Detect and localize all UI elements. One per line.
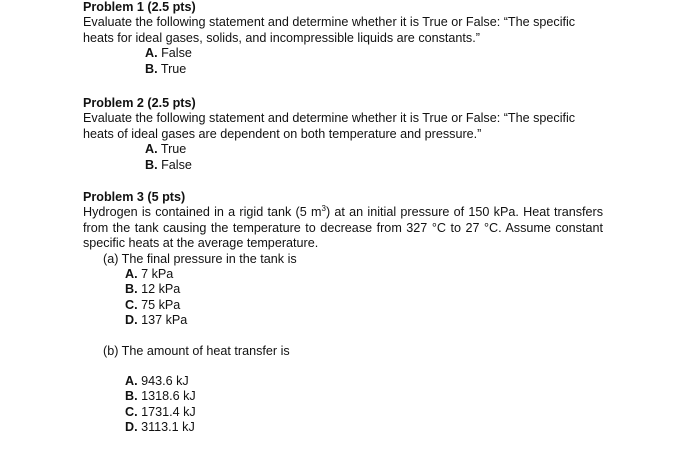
option-letter: B. bbox=[145, 157, 158, 172]
problem-1 bbox=[83, 0, 603, 77]
superscript-3: 3 bbox=[321, 204, 326, 214]
problem-3-title: Problem 3 (5 pts) bbox=[83, 190, 186, 204]
problem-2-title: Problem 2 (2.5 pts) bbox=[83, 96, 196, 110]
problem-1-title: Problem 1 (2.5 pts) bbox=[83, 0, 196, 14]
problem-1-option-a[interactable] bbox=[145, 46, 603, 61]
option-text: 3113.1 kJ bbox=[141, 420, 195, 435]
option-text: 1318.6 kJ bbox=[141, 389, 196, 404]
problem-3-statement bbox=[83, 205, 603, 251]
part-b-option-c[interactable] bbox=[125, 405, 603, 420]
option-letter: B. bbox=[125, 389, 138, 404]
part-a-option-a[interactable] bbox=[125, 267, 603, 282]
problem-2-option-b[interactable] bbox=[145, 158, 603, 173]
problem-3-part-b-question: (b) The amount of heat transfer is bbox=[103, 343, 290, 358]
part-b-option-a[interactable] bbox=[125, 374, 603, 389]
option-text: 1731.4 kJ bbox=[141, 404, 196, 419]
option-text: 7 kPa bbox=[141, 267, 174, 282]
option-text: False bbox=[161, 157, 192, 172]
part-a-option-b[interactable] bbox=[125, 282, 603, 297]
option-letter: C. bbox=[125, 404, 138, 419]
option-letter: A. bbox=[125, 374, 138, 389]
option-text: True bbox=[160, 142, 187, 157]
problem-3 bbox=[83, 190, 603, 436]
option-text: 12 kPa bbox=[141, 282, 181, 297]
problem-3-part-a-question: (a) The final pressure in the tank is bbox=[103, 251, 297, 266]
option-text: False bbox=[161, 46, 192, 61]
option-text: 943.6 kJ bbox=[141, 374, 189, 389]
part-a-option-c[interactable] bbox=[125, 298, 603, 313]
option-letter: B. bbox=[125, 282, 138, 297]
problem-3-part-b-options bbox=[125, 374, 603, 436]
spacer bbox=[83, 329, 603, 344]
problem-1-options bbox=[145, 46, 603, 77]
option-letter: B. bbox=[145, 61, 158, 76]
option-text: 137 kPa bbox=[141, 313, 188, 328]
spacer bbox=[83, 359, 603, 374]
problem-1-option-b[interactable] bbox=[145, 62, 603, 77]
option-text: True bbox=[160, 61, 187, 76]
option-text: 75 kPa bbox=[141, 297, 181, 312]
statement-part-1: Hydrogen is contained in a rigid tank (5 m bbox=[83, 205, 322, 220]
problem-2-options bbox=[145, 142, 603, 173]
part-b-option-d[interactable] bbox=[125, 420, 603, 435]
problem-2-option-a[interactable] bbox=[145, 142, 603, 157]
problem-3-part-a-options bbox=[125, 267, 603, 329]
option-letter: A. bbox=[145, 142, 158, 157]
option-letter: D. bbox=[125, 313, 138, 328]
problem-2-statement: Evaluate the following statement and determine whether it is True or False: “The specific heats of ideal gases are dependent on both temperature and pressure.” bbox=[83, 111, 576, 141]
option-letter: A. bbox=[145, 46, 158, 61]
part-a-option-d[interactable] bbox=[125, 313, 603, 328]
part-b-option-b[interactable] bbox=[125, 389, 603, 404]
statement-part-2: ) at an initial pressure of 150 kPa. Heat transfers from the tank causing the temperature to decrease from 327 °C to 27 °C. Assume constant specific heats at the average temperature. bbox=[83, 205, 603, 251]
problem-2 bbox=[83, 96, 603, 173]
option-letter: C. bbox=[125, 297, 138, 312]
option-letter: D. bbox=[125, 420, 138, 435]
problem-1-statement: Evaluate the following statement and determine whether it is True or False: “The specific heats for ideal gases, solids, and incompressible liquids are constants.” bbox=[83, 15, 576, 45]
option-letter: A. bbox=[125, 267, 138, 282]
